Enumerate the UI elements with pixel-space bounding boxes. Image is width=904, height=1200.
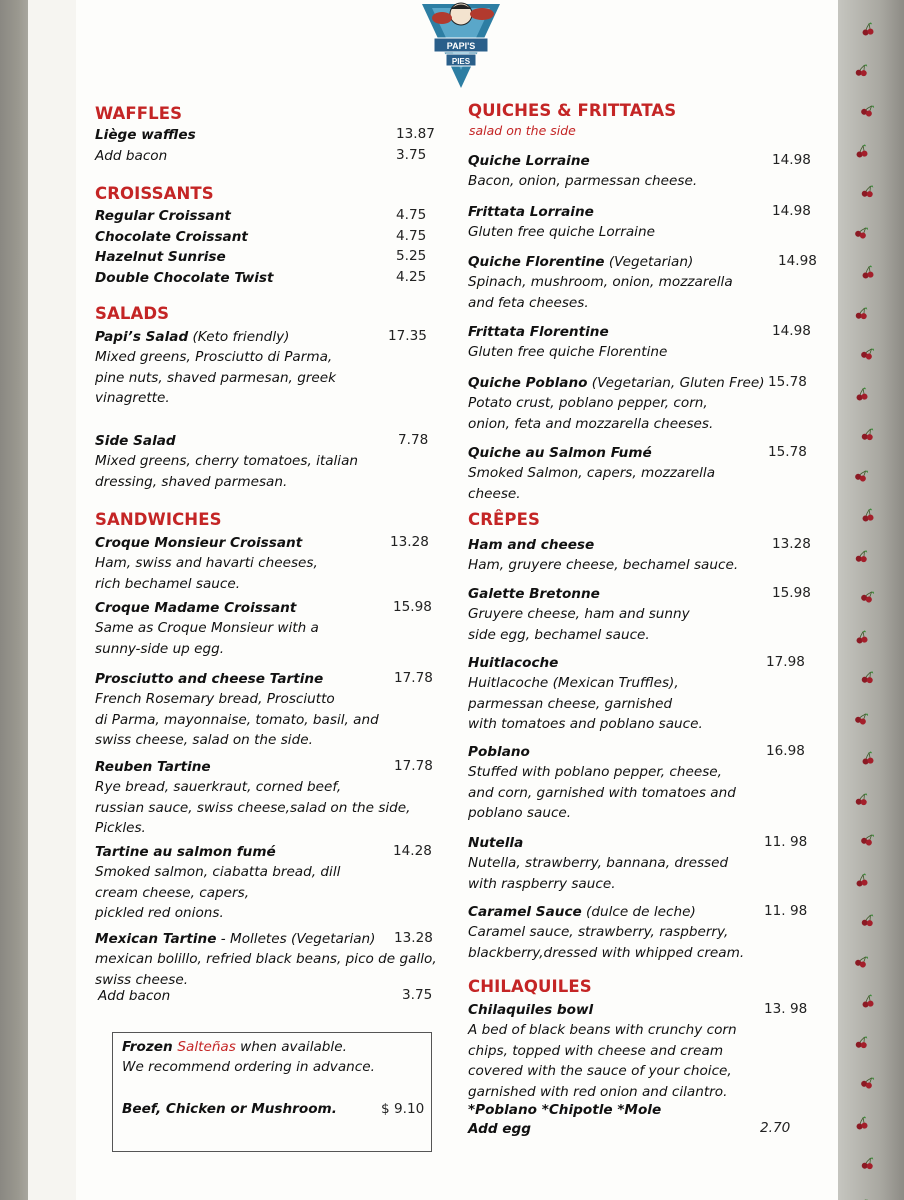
section-note: salad on the side bbox=[469, 123, 576, 138]
menu-item-description: Smoked salmon, ciabatta bread, dill bbox=[95, 864, 341, 881]
cherry-icon bbox=[853, 385, 871, 402]
menu-item bbox=[95, 757, 211, 777]
section-heading: CHILAQUILES bbox=[468, 977, 592, 996]
menu-item bbox=[95, 929, 375, 949]
cherry-icon bbox=[859, 21, 877, 38]
menu-item bbox=[468, 902, 696, 922]
menu-item-description: and corn, garnished with tomatoes and bbox=[468, 784, 736, 801]
cherry-icon bbox=[853, 1034, 870, 1049]
cherry-icon bbox=[859, 669, 876, 684]
menu-item bbox=[95, 206, 231, 226]
section-heading: CRÊPES bbox=[468, 510, 540, 529]
cherry-icon bbox=[859, 426, 876, 441]
menu-item bbox=[468, 1000, 593, 1020]
menu-item-description: Gluten free quiche Lorraine bbox=[468, 224, 655, 241]
menu-item-description: poblano sauce. bbox=[468, 805, 572, 822]
menu-item bbox=[95, 533, 302, 553]
menu-item-name: Liège waffles bbox=[95, 127, 196, 143]
cherry-icon bbox=[858, 587, 878, 606]
menu-item-note: (Vegetarian, Gluten Free) bbox=[587, 375, 765, 391]
menu-item-description: A bed of black beans with crunchy corn bbox=[468, 1022, 737, 1039]
menu-item-note: (Vegetarian) bbox=[604, 254, 694, 270]
menu-item-price: 4.25 bbox=[396, 269, 427, 285]
menu-item bbox=[95, 431, 176, 451]
menu-item-description: Gruyere cheese, ham and sunny bbox=[468, 606, 690, 623]
frozen-saltenas-box bbox=[112, 1032, 432, 1152]
menu-item-name: Mexican Tartine bbox=[95, 931, 217, 947]
menu-item-description: covered with the sauce of your choice, bbox=[468, 1063, 732, 1080]
menu-item bbox=[468, 443, 652, 463]
menu-item-description: cream cheese, capers, bbox=[95, 884, 250, 901]
menu-item-description: Spinach, mushroom, onion, mozzarella bbox=[468, 274, 733, 291]
cherry-icon bbox=[858, 101, 878, 120]
cherry-icon bbox=[859, 183, 876, 198]
menu-item-description: rich bechamel sauce. bbox=[95, 575, 241, 592]
menu-item-price: 17.98 bbox=[766, 654, 805, 670]
menu-item bbox=[468, 202, 594, 222]
section-heading: SALADS bbox=[95, 304, 170, 323]
menu-item bbox=[468, 535, 594, 555]
frozen-suffix: when available. bbox=[235, 1039, 347, 1055]
menu-item-description: Smoked Salmon, capers, mozzarella bbox=[468, 465, 716, 482]
menu-item-description: pickled red onions. bbox=[95, 905, 224, 922]
menu-item bbox=[98, 986, 170, 1006]
menu-item-name: Chocolate Croissant bbox=[95, 229, 248, 245]
cherry-icon bbox=[852, 951, 872, 970]
menu-item-name: Regular Croissant bbox=[95, 208, 231, 224]
cherry-icon bbox=[858, 1073, 878, 1092]
menu-item-description: vinagrette. bbox=[95, 390, 170, 407]
papis-pies-logo bbox=[418, 0, 504, 92]
menu-item bbox=[468, 742, 530, 762]
menu-item-price: 17.78 bbox=[394, 670, 433, 686]
menu-item-description: side egg, bechamel sauce. bbox=[468, 626, 650, 643]
menu-item-description: mexican bolillo, refried black beans, pico de gallo, bbox=[95, 951, 437, 968]
menu-item bbox=[468, 584, 600, 604]
cherry-icon bbox=[859, 912, 876, 927]
menu-item-price: 13.28 bbox=[772, 536, 811, 552]
menu-item-description: chips, topped with cheese and cream bbox=[468, 1042, 724, 1059]
section-heading: SANDWICHES bbox=[95, 510, 222, 529]
menu-item-description: French Rosemary bread, Prosciutto bbox=[95, 691, 335, 708]
menu-item-description: sunny-side up egg. bbox=[95, 640, 225, 657]
menu-item-name: Croque Monsieur Croissant bbox=[95, 535, 303, 551]
menu-item-price: 15.78 bbox=[768, 444, 807, 460]
section-heading: WAFFLES bbox=[95, 104, 183, 123]
menu-item-price: 13.28 bbox=[394, 930, 433, 946]
menu-item-name: *Poblano *Chipotle *Mole bbox=[468, 1102, 662, 1118]
cherry-icon bbox=[853, 791, 870, 806]
menu-item-description: Rye bread, sauerkraut, corned beef, bbox=[95, 779, 342, 796]
menu-item-name: Hazelnut Sunrise bbox=[95, 249, 226, 265]
menu-item-name: Double Chocolate Twist bbox=[95, 270, 274, 286]
menu-item-price: 13.87 bbox=[396, 126, 435, 142]
menu-item bbox=[95, 268, 274, 288]
menu-item-description: blackberry,dressed with whipped cream. bbox=[468, 944, 745, 961]
menu-item-description: Potato crust, poblano pepper, corn, bbox=[468, 395, 708, 412]
menu-item-description: Same as Croque Monsieur with a bbox=[95, 620, 319, 637]
menu-item bbox=[95, 842, 276, 862]
menu-item-description: swiss cheese, salad on the side. bbox=[95, 732, 313, 749]
menu-item-name: Tartine au salmon fumé bbox=[95, 844, 276, 860]
cherry-icon bbox=[852, 708, 872, 727]
menu-item bbox=[95, 146, 167, 166]
menu-item-description: dressing, shaved parmesan. bbox=[95, 473, 288, 490]
menu-item-name: Frittata Florentine bbox=[468, 324, 609, 340]
menu-item bbox=[468, 151, 590, 171]
menu-item-name: Reuben Tartine bbox=[95, 759, 211, 775]
cherry-icon bbox=[858, 344, 878, 363]
cherry-icon bbox=[859, 507, 877, 524]
menu-item-description: cheese. bbox=[468, 485, 521, 502]
menu-item bbox=[95, 327, 289, 347]
menu-item-description: Ham, swiss and havarti cheeses, bbox=[95, 555, 318, 572]
menu-item-description: di Parma, mayonnaise, tomato, basil, and bbox=[95, 711, 379, 728]
menu-item-price: 13. 98 bbox=[764, 1001, 808, 1017]
menu-item-price: 14.98 bbox=[772, 203, 811, 219]
cherry-icon bbox=[853, 871, 871, 888]
menu-item-price: 15.78 bbox=[768, 374, 807, 390]
cherry-icon bbox=[853, 628, 871, 645]
menu-item-description: Caramel sauce, strawberry, raspberry, bbox=[468, 924, 729, 941]
cherry-icon bbox=[853, 548, 870, 563]
menu-item-name: Quiche Poblano bbox=[468, 375, 588, 391]
menu-item-description: onion, feta and mozzarella cheeses. bbox=[468, 415, 714, 432]
menu-item-price: 2.70 bbox=[760, 1120, 791, 1136]
menu-item bbox=[95, 598, 296, 618]
menu-item-price: 14.98 bbox=[772, 152, 811, 168]
menu-item-description: Gluten free quiche Florentine bbox=[468, 344, 668, 361]
cherry-border-right bbox=[830, 0, 904, 1200]
menu-item-name: Quiche Florentine bbox=[468, 254, 605, 270]
frozen-item: Beef, Chicken or Mushroom. bbox=[122, 1101, 337, 1117]
menu-item-description: parmessan cheese, garnished bbox=[468, 695, 673, 712]
menu-item-description: Mixed greens, cherry tomatoes, italian bbox=[95, 453, 359, 470]
menu-item-price: 4.75 bbox=[396, 207, 427, 223]
menu-item-description: garnished with red onion and cilantro. bbox=[468, 1083, 728, 1100]
menu-item-price: 17.35 bbox=[388, 328, 427, 344]
menu-item-description: Ham, gruyere cheese, bechamel sauce. bbox=[468, 557, 739, 574]
menu-item-description: and feta cheeses. bbox=[468, 294, 589, 311]
menu-item-note: (Keto friendly) bbox=[188, 329, 290, 345]
menu-item-price: 14.98 bbox=[772, 323, 811, 339]
menu-item bbox=[468, 252, 693, 272]
cherry-icon bbox=[859, 993, 877, 1010]
menu-item bbox=[95, 669, 323, 689]
menu-item bbox=[468, 322, 609, 342]
menu-item-price: 11. 98 bbox=[764, 903, 808, 919]
menu-item-price: 17.78 bbox=[394, 758, 433, 774]
frozen-line1 bbox=[122, 1037, 347, 1057]
menu-item-description: swiss cheese. bbox=[95, 971, 189, 988]
menu-item-price: 3.75 bbox=[402, 987, 433, 1003]
menu-item-description: Mixed greens, Prosciutto di Parma, bbox=[95, 349, 333, 366]
menu-item-note: (dulce de leche) bbox=[581, 904, 696, 920]
menu-item-name: Huitlacoche bbox=[468, 655, 559, 671]
menu-item-name: Chilaquiles bowl bbox=[468, 1002, 594, 1018]
menu-item-price: 13.28 bbox=[390, 534, 429, 550]
menu-item-name: Galette Bretonne bbox=[468, 586, 600, 602]
menu-item bbox=[468, 373, 765, 393]
menu-item bbox=[468, 1119, 531, 1139]
menu-item-name: Ham and cheese bbox=[468, 537, 595, 553]
menu-item-name: Add bacon bbox=[95, 148, 168, 164]
menu-item-name: Poblano bbox=[468, 744, 530, 760]
menu-item-price: 7.78 bbox=[398, 432, 429, 448]
menu-item-price: 5.25 bbox=[396, 248, 427, 264]
menu-item-price: 14.28 bbox=[393, 843, 432, 859]
cherry-icon bbox=[859, 1155, 876, 1170]
menu-item-name: Papi’s Salad bbox=[95, 329, 189, 345]
menu-item-price: 15.98 bbox=[393, 599, 432, 615]
menu-item-description: Bacon, onion, parmessan cheese. bbox=[468, 173, 698, 190]
menu-item-description: Nutella, strawberry, bannana, dressed bbox=[468, 855, 729, 872]
logo-text-line1: PAPI'S bbox=[446, 41, 476, 51]
menu-item-name: Add egg bbox=[468, 1121, 531, 1137]
frozen-prefix: Frozen bbox=[122, 1039, 178, 1055]
menu-item-description: with raspberry sauce. bbox=[468, 875, 616, 892]
frozen-line2: We recommend ordering in advance. bbox=[122, 1059, 375, 1075]
section-heading: QUICHES & FRITTATAS bbox=[468, 101, 677, 120]
menu-item bbox=[468, 1100, 661, 1120]
menu-item-description: with tomatoes and poblano sauce. bbox=[468, 716, 703, 733]
menu-item-price: 14.98 bbox=[778, 253, 817, 269]
menu-item-name: Add bacon bbox=[98, 988, 171, 1004]
logo-text-line2: PIES bbox=[451, 57, 471, 66]
menu-item-note: - Molletes (Vegetarian) bbox=[216, 931, 376, 947]
cherry-icon bbox=[858, 830, 878, 849]
cherry-icon bbox=[853, 62, 870, 77]
menu-item-price: 15.98 bbox=[772, 585, 811, 601]
menu-item-price: 3.75 bbox=[396, 147, 427, 163]
menu-item bbox=[95, 227, 248, 247]
cherry-icon bbox=[852, 222, 872, 241]
cherry-icon bbox=[859, 750, 877, 767]
menu-item-name: Quiche Lorraine bbox=[468, 153, 590, 169]
cherry-icon bbox=[853, 305, 870, 320]
menu-item-description: pine nuts, shaved parmesan, greek bbox=[95, 369, 337, 386]
frozen-highlight: Salteñas bbox=[177, 1039, 236, 1055]
menu-item-name: Side Salad bbox=[95, 433, 176, 449]
cherry-icon bbox=[852, 465, 872, 484]
cherry-icon bbox=[852, 1194, 872, 1200]
menu-item-name: Quiche au Salmon Fumé bbox=[468, 445, 652, 461]
frozen-price: $ 9.10 bbox=[381, 1101, 425, 1117]
menu-item-description: Stuffed with poblano pepper, cheese, bbox=[468, 764, 722, 781]
menu-item bbox=[95, 247, 226, 267]
menu-item-price: 16.98 bbox=[766, 743, 805, 759]
menu-item-name: Frittata Lorraine bbox=[468, 204, 594, 220]
menu-item-description: russian sauce, swiss cheese,salad on the side, bbox=[95, 799, 411, 816]
menu-item-name: Croque Madame Croissant bbox=[95, 600, 297, 616]
cherry-icon bbox=[859, 264, 877, 281]
cherry-icon bbox=[853, 1114, 871, 1131]
menu-item-price: 4.75 bbox=[396, 228, 427, 244]
menu-item-price: 11. 98 bbox=[764, 834, 808, 850]
section-heading: CROISSANTS bbox=[95, 184, 214, 203]
cherry-icon bbox=[853, 142, 871, 159]
menu-item-name: Nutella bbox=[468, 835, 524, 851]
menu-item-description: Pickles. bbox=[95, 820, 146, 837]
menu-item-name: Caramel Sauce bbox=[468, 904, 582, 920]
menu-item bbox=[95, 125, 196, 145]
menu-item-description: Huitlacoche (Mexican Truffles), bbox=[468, 675, 679, 692]
menu-item bbox=[468, 833, 523, 853]
menu-item bbox=[468, 653, 558, 673]
menu-item-name: Prosciutto and cheese Tartine bbox=[95, 671, 324, 687]
